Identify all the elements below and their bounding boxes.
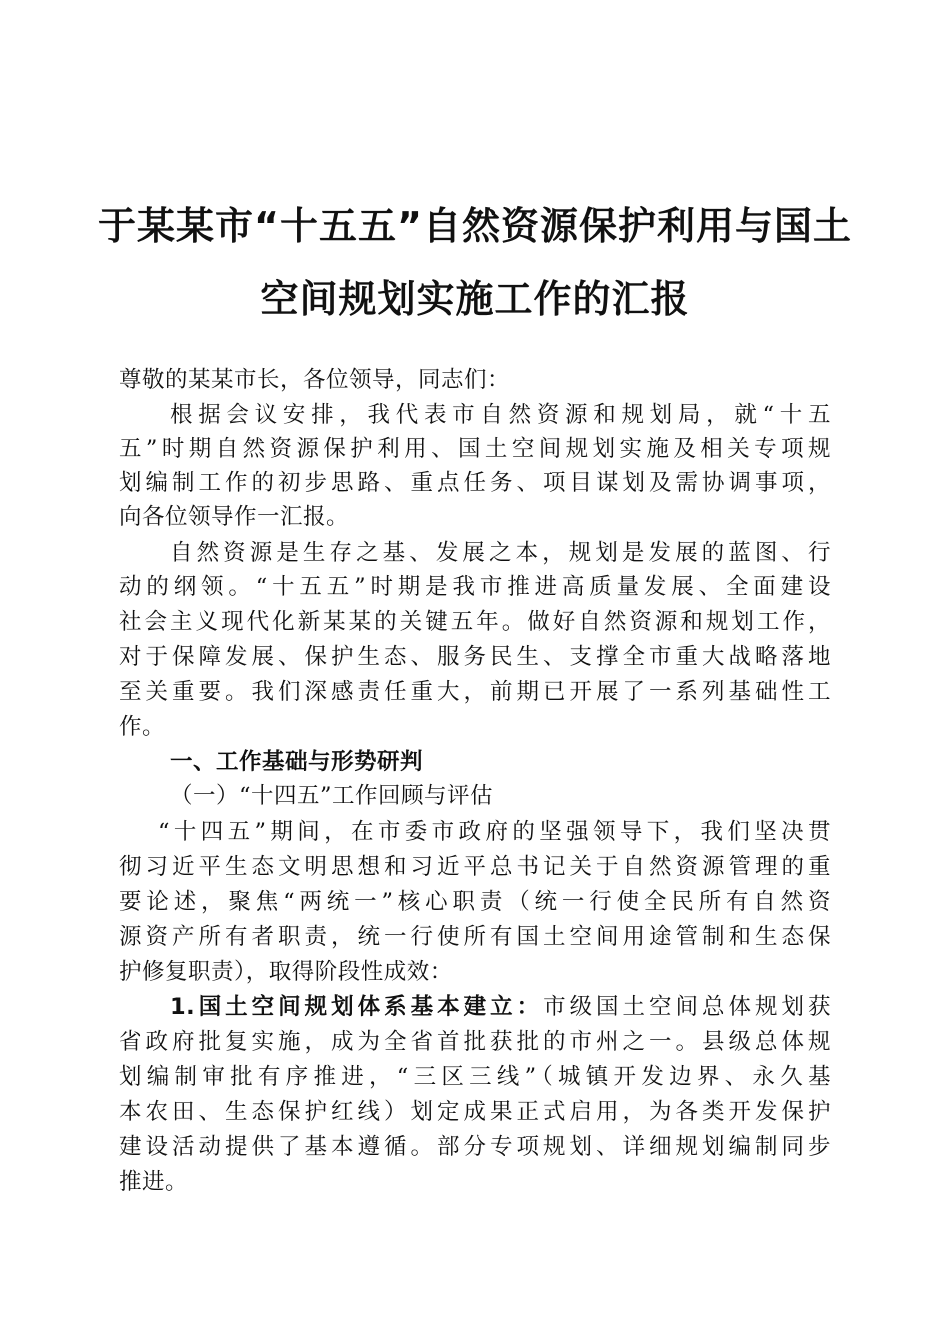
paragraph-line: 社会主义现代化新某某的关键五年。做好自然资源和规划工作， — [119, 609, 831, 635]
list-item-lead: 1.国土空间规划体系基本建立： — [170, 994, 544, 1020]
paragraph-line: 彻习近平生态文明思想和习近平总书记关于自然资源管理的重 — [119, 854, 831, 880]
paragraph-line: 省政府批复实施，成为全省首批获批的市州之一。县级总体规 — [119, 1029, 831, 1055]
paragraph-line: 建设活动提供了基本遵循。部分专项规划、详细规划编制同步 — [119, 1134, 831, 1160]
paragraph-line: 划编制工作的初步思路、重点任务、项目谋划及需协调事项， — [119, 470, 831, 496]
paragraph-line: 推进。 — [119, 1169, 189, 1195]
paragraph-line: 向各位领导作一汇报。 — [119, 504, 350, 530]
paragraph-line: 护修复职责），取得阶段性成效： — [119, 959, 453, 985]
paragraph-line: 源资产所有者职责，统一行使所有国土空间用途管制和生态保 — [119, 924, 831, 950]
paragraph-line: 至关重要。我们深感责任重大，前期已开展了一系列基础性工 — [119, 679, 831, 705]
salutation: 尊敬的某某市长，各位领导，同志们： — [119, 367, 511, 393]
document-title-line-2: 空间规划实施工作的汇报 — [260, 277, 690, 321]
paragraph-line: 根据会议安排，我代表市自然资源和规划局，就“十五 — [170, 402, 831, 428]
paragraph-line: 自然资源是生存之基、发展之本，规划是发展的蓝图、行 — [170, 540, 831, 566]
paragraph-line: 划编制审批有序推进，“三区三线”（城镇开发边界、永久基 — [119, 1064, 831, 1090]
paragraph-line: 要论述，聚焦“两统一”核心职责（统一行使全民所有自然资 — [119, 889, 831, 915]
paragraph-line: 作。 — [119, 714, 166, 740]
list-item-first-line — [170, 990, 831, 1024]
list-item-text: 市级国土空间总体规划获 — [543, 994, 831, 1020]
paragraph-line: 本农田、生态保护红线）划定成果正式启用，为各类开发保护 — [119, 1099, 831, 1125]
paragraph-line: 动的纲领。“十五五”时期是我市推进高质量发展、全面建设 — [119, 574, 831, 600]
document-title-line-1: 于某某市“十五五”自然资源保护利用与国土 — [98, 204, 852, 248]
paragraph-line: 对于保障发展、保护生态、服务民生、支撑全市重大战略落地 — [119, 644, 831, 670]
subsection-heading: （一）“十四五”工作回顾与评估 — [170, 783, 494, 809]
paragraph-line: “十四五”期间，在市委市政府的坚强领导下，我们坚决贯 — [158, 819, 831, 845]
section-heading: 一、工作基础与形势研判 — [170, 749, 424, 775]
paragraph-line: 五”时期自然资源保护利用、国土空间规划实施及相关专项规 — [119, 436, 831, 462]
